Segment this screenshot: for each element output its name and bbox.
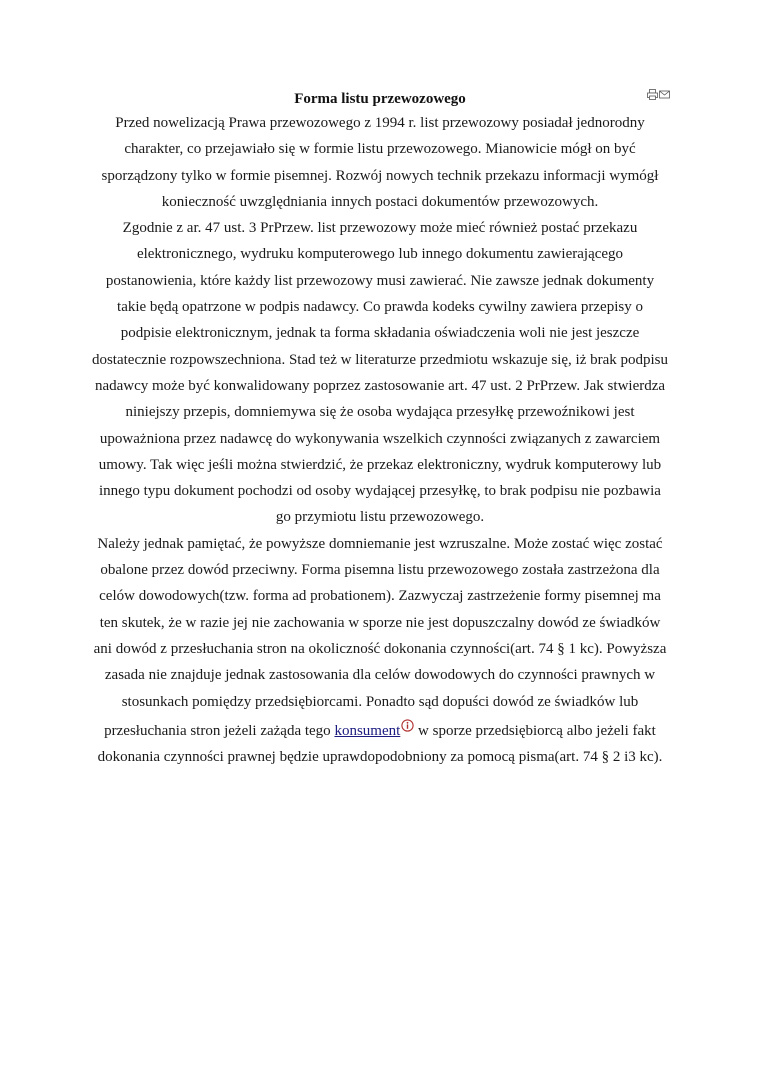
paragraph-3-text-end: w sporze przedsiębiorcą albo jeżeli fakt dokonania czynności prawnej będzie uprawdopodobniony za pomocą pisma(art. 74 § 2 i3 kc). bbox=[97, 722, 663, 766]
info-icon[interactable] bbox=[401, 715, 414, 728]
print-icon[interactable] bbox=[647, 89, 658, 100]
email-icon[interactable] bbox=[659, 89, 670, 100]
document-page bbox=[90, 88, 670, 770]
title-row bbox=[90, 88, 670, 110]
document-title: Forma listu przewozowego bbox=[294, 91, 466, 107]
konsument-link[interactable]: konsument bbox=[334, 722, 401, 739]
paragraph-1: Przed nowelizacją Prawa przewozowego z 1994 r. list przewozowy posiadał jednorodny charakter, co przejawiało się w formie listu przewozowego. Mianowicie mógł on być sporządzony tylko w formie pisemnej. Rozwój nowych technik przekazu informacji wymógł konieczność uwzględniania innych postaci dokumentów przewozowych. bbox=[101, 115, 659, 210]
document-tools bbox=[647, 89, 670, 100]
paragraph-2: Zgodnie z ar. 47 ust. 3 PrPrzew. list przewozowy może mieć również postać przekazu elektronicznego, wydruku komputerowego lub innego dokumentu zawierającego postanowienia, które każdy list przewozowy musi zawierać. Nie zawsze jednak dokumenty takie będą opatrzone w podpis nadawcy. Co prawda kodeks cywilny zawiera przepisy o podpisie elektronicznym, jednak ta forma składania oświadczenia woli nie jest jeszcze dostatecznie rozpowszechniona. Stad też w literaturze przedmiotu wskazuje się, iż brak podpisu nadawcy może być konwalidowany poprzez zastosowanie art. 47 ust. 2 PrPrzew. Jak stwierdza niniejszy przepis, domniemywa się że osoba wydająca przesyłkę przewoźnikowi jest upoważniona przez nadawcę do wykonywania wszelkich czynności związanych z zawarciem umowy. Tak więc jeśli można stwierdzić, że przekaz elektroniczny, wydruk komputerowy lub innego typu dokument pochodzi od osoby wydającej przesyłkę, to brak podpisu nie pozbawia go przymiotu listu przewozowego. bbox=[91, 220, 669, 526]
paragraph-3 bbox=[90, 531, 670, 771]
paragraph-3-text-start: Należy jednak pamiętać, że powyższe domniemanie jest wzruszalne. Może zostać więc zostać obalone przez dowód przeciwny. Forma pisemna listu przewozowego została zastrzeżona dla celów dowodowych(tzw. forma ad probationem). Zazwyczaj zastrzeżenie formy pisemnej ma ten skutek, że w razie jej nie zachowania w sporze nie jest dopuszczalny dowód ze świadków ani dowód z przesłuchania stron na okoliczność dokonania czynności(art. 74 § 1 kc). Powyższa zasada nie znajduje jednak zastosowania dla celów dowodowych do czynności prawnych w stosunkach pomiędzy przedsiębiorcami. Ponadto sąd dopuści dowód ze świadków lub przesłuchania stron jeżeli zażąda tego bbox=[93, 535, 667, 739]
